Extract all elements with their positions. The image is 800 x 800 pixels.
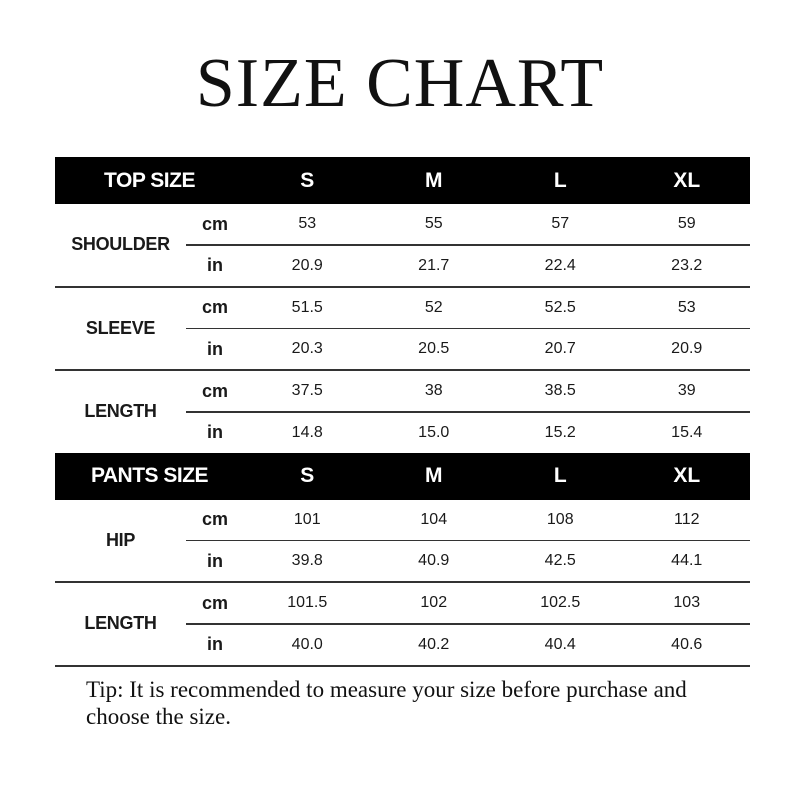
unit-label: cm — [201, 213, 228, 234]
table-cell: 102 — [420, 594, 448, 611]
table-cell: 52.5 — [544, 298, 576, 316]
table-cell: 108 — [546, 510, 574, 528]
table-cell: 20.3 — [291, 340, 323, 357]
measurement-name: SHOULDER — [71, 234, 170, 255]
unit-label: cm — [201, 297, 228, 317]
table-cell: 44.1 — [671, 552, 703, 569]
size-s-header: S — [300, 464, 315, 487]
size-xl-header: XL — [673, 464, 701, 487]
measurement-group-pants-length — [55, 583, 750, 665]
table-row — [186, 371, 750, 411]
table-cell: 22.4 — [544, 256, 576, 274]
measurement-group-hip — [55, 500, 750, 582]
table-cell: 40.2 — [418, 635, 450, 653]
table-cell: 40.0 — [291, 635, 323, 653]
table-cell: 52 — [424, 298, 443, 316]
unit-label: cm — [201, 592, 228, 613]
measurement-group-shoulder — [55, 204, 750, 286]
top-size-label: TOP SIZE — [104, 168, 195, 192]
measurement-name: LENGTH — [84, 613, 157, 634]
table-row — [186, 413, 750, 453]
table-cell: 112 — [673, 510, 700, 528]
top-size-header — [55, 157, 750, 204]
table-cell: 20.9 — [291, 256, 323, 274]
table-row — [186, 541, 750, 581]
table-cell: 104 — [420, 510, 448, 528]
measurement-group-sleeve — [55, 288, 750, 370]
size-xl-header: XL — [673, 168, 701, 192]
pants-size-label: PANTS SIZE — [90, 464, 209, 487]
measurement-group-top-length — [55, 371, 750, 453]
table-cell: 15.2 — [544, 423, 576, 441]
measurement-name: HIP — [105, 529, 136, 550]
size-l-header: L — [553, 168, 567, 192]
table-cell: 103 — [673, 594, 701, 611]
table-cell: 39 — [677, 382, 696, 399]
unit-label: in — [207, 338, 223, 359]
unit-label: in — [207, 634, 223, 654]
measurement-name: LENGTH — [84, 401, 157, 422]
table-cell: 15.4 — [671, 423, 703, 441]
table-cell: 21.7 — [418, 256, 450, 274]
pants-size-header — [55, 453, 750, 500]
table-cell: 101 — [293, 510, 321, 528]
size-table — [55, 157, 750, 667]
table-cell: 53 — [298, 215, 317, 232]
table-cell: 37.5 — [291, 382, 323, 399]
table-cell: 38 — [424, 382, 443, 399]
table-cell: 42.5 — [544, 552, 576, 569]
table-cell: 15.0 — [418, 423, 450, 441]
table-row — [186, 246, 750, 286]
table-cell: 40.9 — [418, 552, 450, 569]
table-cell: 38.5 — [544, 382, 576, 399]
table-cell: 39.8 — [291, 552, 323, 569]
table-cell: 14.8 — [291, 423, 323, 441]
unit-label: in — [207, 422, 223, 442]
table-row — [186, 329, 750, 369]
size-s-header: S — [300, 168, 315, 192]
table-cell: 23.2 — [671, 256, 703, 274]
table-row — [186, 288, 750, 328]
table-cell: 20.7 — [544, 340, 576, 357]
table-cell: 57 — [551, 215, 570, 232]
table-row — [186, 500, 750, 540]
table-cell: 20.9 — [671, 340, 703, 357]
table-cell: 40.4 — [544, 635, 576, 653]
size-m-header: M — [425, 168, 443, 192]
table-cell: 20.5 — [418, 340, 450, 357]
unit-label: cm — [201, 380, 228, 401]
unit-label: in — [207, 550, 223, 571]
table-row — [186, 625, 750, 665]
table-cell: 40.6 — [671, 635, 703, 653]
table-bottom-border — [55, 665, 750, 667]
unit-label: in — [207, 255, 223, 275]
table-cell: 59 — [677, 215, 696, 232]
table-cell: 55 — [424, 215, 443, 232]
table-cell: 101.5 — [287, 594, 328, 611]
table-cell: 102.5 — [540, 594, 581, 611]
table-row — [186, 204, 750, 244]
table-cell: 51.5 — [291, 298, 323, 316]
table-cell: 53 — [677, 298, 696, 316]
table-row — [186, 583, 750, 623]
size-l-header: L — [553, 464, 567, 487]
unit-label: cm — [201, 509, 228, 529]
measurement-name: SLEEVE — [85, 317, 156, 338]
size-m-header: M — [425, 464, 443, 487]
tip-text: Tip: It is recommended to measure your size before purchase and choose the size. — [86, 677, 687, 729]
page-title: SIZE CHART — [195, 45, 605, 122]
